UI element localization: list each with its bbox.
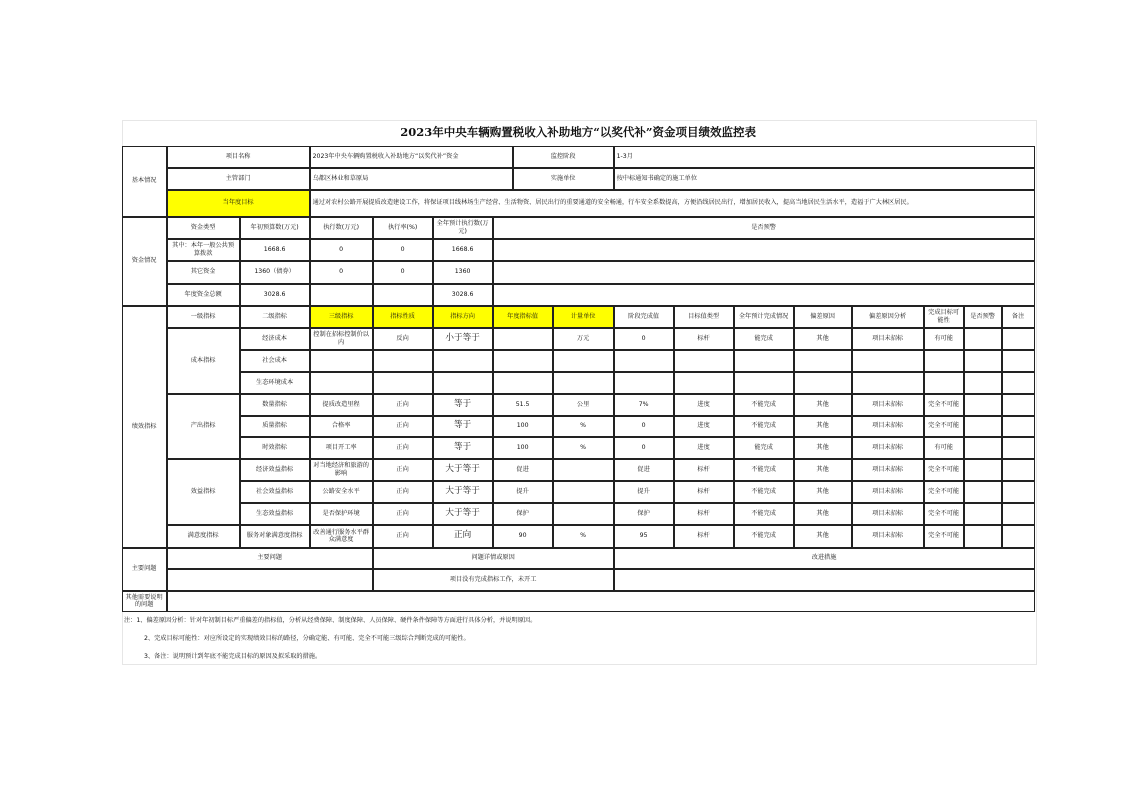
funds-row-3-forecast: 3028.6 — [433, 284, 493, 306]
perf-header-remarks: 备注 — [1002, 306, 1035, 328]
perf-row-3-col-10 — [794, 372, 852, 394]
perf-row-2-col-5 — [493, 350, 553, 372]
perf-row-4-col-10: 其他 — [794, 394, 852, 416]
perf-row-9-remarks — [1002, 503, 1035, 525]
issues-header-measures: 改进措施 — [614, 548, 1035, 569]
perf-row-5-col-4: 等于 — [433, 416, 493, 437]
section-other: 其他需要说明的问题 — [122, 591, 167, 612]
funds-row-2-executed: 0 — [310, 261, 373, 284]
perf-row-6-col-6: % — [553, 437, 614, 459]
perf-row-7-col-4: 大于等于 — [433, 459, 493, 481]
perf-row-9-col-9: 不能完成 — [734, 503, 794, 525]
perf-row-9-col-11: 项目未招标 — [852, 503, 924, 525]
perf-row-10-col-1: 服务对象满意度指标 — [240, 525, 310, 548]
funds-row-2-budget: 1360（债券） — [240, 261, 310, 284]
funds-row-1-type: 其中：本年一般公共预算拨款 — [167, 239, 240, 261]
perf-row-9-col-6 — [553, 503, 614, 525]
perf-group-cost: 成本指标 — [167, 328, 240, 394]
note-3: 3、备注：说明预计到年底不能完成目标的原因及拟采取的措施。 — [144, 653, 322, 660]
perf-row-10-col-3: 正向 — [373, 525, 433, 548]
perf-row-8-col-1: 社会效益指标 — [240, 481, 310, 503]
perf-row-5-col-3: 正向 — [373, 416, 433, 437]
perf-row-3-remarks — [1002, 372, 1035, 394]
perf-row-6-col-12: 有可能 — [924, 437, 964, 459]
perf-row-6-col-2: 项目开工率 — [310, 437, 373, 459]
funds-row-2-warning — [493, 261, 1035, 284]
issues-header-main: 主要问题 — [167, 548, 373, 569]
issues-detail-value: 项目没有完成指标工作，未开工 — [373, 569, 614, 591]
perf-row-9-col-2: 是否保护环境 — [310, 503, 373, 525]
perf-row-9-col-3: 正向 — [373, 503, 433, 525]
perf-row-3-col-7 — [614, 372, 674, 394]
funds-row-2-type: 其它资金 — [167, 261, 240, 284]
section-basic: 基本情况 — [122, 146, 167, 217]
section-funds: 资金情况 — [122, 217, 167, 306]
perf-row-1-col-7: 0 — [614, 328, 674, 350]
perf-header-deviation: 偏差原因 — [794, 306, 852, 328]
perf-row-10-col-4: 正向 — [433, 525, 493, 548]
perf-row-2-remarks — [1002, 350, 1035, 372]
perf-row-2-col-3 — [373, 350, 433, 372]
perf-row-10-col-6: % — [553, 525, 614, 548]
perf-row-2-col-11 — [852, 350, 924, 372]
perf-row-2-col-2 — [310, 350, 373, 372]
funds-row-1-forecast: 1668.6 — [433, 239, 493, 261]
perf-row-7-col-6 — [553, 459, 614, 481]
perf-row-5-col-10: 其他 — [794, 416, 852, 437]
perf-row-5-col-1: 质量指标 — [240, 416, 310, 437]
funds-row-2-rate: 0 — [373, 261, 433, 284]
perf-row-10-warning — [964, 525, 1002, 548]
perf-row-10-col-5: 90 — [493, 525, 553, 548]
perf-header-possibility: 完成目标可能性 — [924, 306, 964, 328]
monitor-stage-label: 监控阶段 — [513, 146, 614, 168]
perf-header-direction: 指标方向 — [433, 306, 493, 328]
perf-row-4-col-3: 正向 — [373, 394, 433, 416]
perf-row-3-warning — [964, 372, 1002, 394]
perf-row-9-col-7: 保护 — [614, 503, 674, 525]
perf-header-stage-value: 阶段完成值 — [614, 306, 674, 328]
perf-row-3-col-6 — [553, 372, 614, 394]
funds-header-rate: 执行率(%) — [373, 217, 433, 239]
perf-row-9-col-8: 标杆 — [674, 503, 734, 525]
perf-row-1-warning — [964, 328, 1002, 350]
perf-row-3-col-1: 生态环境成本 — [240, 372, 310, 394]
perf-header-warning: 是否预警 — [964, 306, 1002, 328]
perf-row-6-col-3: 正向 — [373, 437, 433, 459]
perf-header-nature: 指标性质 — [373, 306, 433, 328]
perf-row-4-col-9: 不能完成 — [734, 394, 794, 416]
perf-row-10-remarks — [1002, 525, 1035, 548]
perf-row-4-col-7: 7% — [614, 394, 674, 416]
perf-row-7-warning — [964, 459, 1002, 481]
perf-row-8-col-2: 公路安全水平 — [310, 481, 373, 503]
funds-row-3-budget: 3028.6 — [240, 284, 310, 306]
perf-row-10-col-10: 其他 — [794, 525, 852, 548]
perf-row-7-col-1: 经济效益指标 — [240, 459, 310, 481]
impl-value: 按中标通知书确定的施工单位 — [614, 168, 1035, 190]
perf-row-3-col-5 — [493, 372, 553, 394]
issues-measures-value — [614, 569, 1035, 591]
perf-row-1-col-8: 标杆 — [674, 328, 734, 350]
perf-header-unit: 计量单位 — [553, 306, 614, 328]
perf-row-1-col-1: 经济成本 — [240, 328, 310, 350]
perf-row-5-col-11: 项目未招标 — [852, 416, 924, 437]
perf-header-annual-value: 年度指标值 — [493, 306, 553, 328]
perf-row-8-col-11: 项目未招标 — [852, 481, 924, 503]
project-name-label: 项目名称 — [167, 146, 310, 168]
perf-header-level3: 三级指标 — [310, 306, 373, 328]
perf-group-satisfaction: 满意度指标 — [167, 525, 240, 548]
perf-row-6-col-9: 能完成 — [734, 437, 794, 459]
perf-row-4-col-1: 数量指标 — [240, 394, 310, 416]
perf-row-3-col-12 — [924, 372, 964, 394]
funds-row-1-budget: 1668.6 — [240, 239, 310, 261]
perf-row-6-col-5: 100 — [493, 437, 553, 459]
perf-row-4-col-4: 等于 — [433, 394, 493, 416]
funds-row-3-type: 年度资金总额 — [167, 284, 240, 306]
perf-row-3-col-9 — [734, 372, 794, 394]
perf-row-2-col-4 — [433, 350, 493, 372]
perf-row-9-col-1: 生态效益指标 — [240, 503, 310, 525]
perf-row-1-col-4: 小于等于 — [433, 328, 493, 350]
funds-row-3-warning — [493, 284, 1035, 306]
perf-row-10-col-11: 项目未招标 — [852, 525, 924, 548]
perf-row-4-col-11: 项目未招标 — [852, 394, 924, 416]
perf-row-1-col-9: 能完成 — [734, 328, 794, 350]
perf-row-6-col-1: 时效指标 — [240, 437, 310, 459]
page-title: 2023年中央车辆购置税收入补助地方“以奖代补”资金项目绩效监控表 — [400, 124, 756, 139]
perf-header-target-type: 目标值类型 — [674, 306, 734, 328]
perf-row-5-col-5: 100 — [493, 416, 553, 437]
perf-row-5-col-7: 0 — [614, 416, 674, 437]
perf-row-3-col-8 — [674, 372, 734, 394]
issues-header-detail: 问题详情或原因 — [373, 548, 614, 569]
perf-row-5-remarks — [1002, 416, 1035, 437]
perf-row-7-col-10: 其他 — [794, 459, 852, 481]
perf-row-2-warning — [964, 350, 1002, 372]
issues-main-value — [167, 569, 373, 591]
perf-row-5-warning — [964, 416, 1002, 437]
perf-row-2-col-6 — [553, 350, 614, 372]
perf-row-8-col-12: 完全不可能 — [924, 481, 964, 503]
perf-row-5-col-8: 进度 — [674, 416, 734, 437]
goal-label: 当年度目标 — [167, 190, 310, 217]
section-perf: 绩效指标 — [122, 306, 167, 548]
funds-header-executed: 执行数(万元) — [310, 217, 373, 239]
perf-row-8-col-10: 其他 — [794, 481, 852, 503]
perf-row-10-col-8: 标杆 — [674, 525, 734, 548]
perf-row-4-col-6: 公里 — [553, 394, 614, 416]
perf-row-2-col-8 — [674, 350, 734, 372]
monitor-stage-value: 1-3月 — [614, 146, 1035, 168]
perf-row-6-col-7: 0 — [614, 437, 674, 459]
perf-row-2-col-1: 社会成本 — [240, 350, 310, 372]
funds-header-warning: 是否预警 — [493, 217, 1035, 239]
perf-row-7-col-12: 完全不可能 — [924, 459, 964, 481]
perf-row-4-warning — [964, 394, 1002, 416]
perf-row-7-col-7: 促进 — [614, 459, 674, 481]
perf-row-2-col-10 — [794, 350, 852, 372]
perf-row-6-col-10: 其他 — [794, 437, 852, 459]
perf-row-8-warning — [964, 481, 1002, 503]
perf-row-7-col-9: 不能完成 — [734, 459, 794, 481]
perf-row-4-col-2: 提质改造里程 — [310, 394, 373, 416]
funds-row-1-executed: 0 — [310, 239, 373, 261]
perf-row-1-col-3: 反向 — [373, 328, 433, 350]
perf-row-1-col-2: 控制在招标控制价以内 — [310, 328, 373, 350]
funds-row-1-rate: 0 — [373, 239, 433, 261]
funds-row-3-executed — [310, 284, 373, 306]
goal-value: 通过对农村公路开展提质改造建设工作，将保证项目线林场生产经营、生活物资、居民出行的重要通道的安全畅通，行车安全系数提高，方便沿线居民出行，增加居民收入，提高当地居民生活水平，造福于广大林区居民。 — [310, 190, 1035, 217]
funds-row-1-warning — [493, 239, 1035, 261]
perf-row-5-col-6: % — [553, 416, 614, 437]
dept-label: 主管部门 — [167, 168, 310, 190]
perf-row-7-col-11: 项目未招标 — [852, 459, 924, 481]
perf-row-8-col-8: 标杆 — [674, 481, 734, 503]
perf-row-7-col-3: 正向 — [373, 459, 433, 481]
perf-row-3-col-4 — [433, 372, 493, 394]
perf-row-1-remarks — [1002, 328, 1035, 350]
perf-row-6-col-4: 等于 — [433, 437, 493, 459]
perf-row-2-col-9 — [734, 350, 794, 372]
funds-header-forecast: 全年预计执行数(万元) — [433, 217, 493, 239]
perf-row-5-col-12: 完全不可能 — [924, 416, 964, 437]
perf-header-level2: 二级指标 — [240, 306, 310, 328]
perf-row-9-col-10: 其他 — [794, 503, 852, 525]
perf-group-output: 产出指标 — [167, 394, 240, 459]
project-name-value: 2023年中央车辆购置税收入补助地方“以奖代补”资金 — [310, 146, 513, 168]
funds-header-type: 资金类型 — [167, 217, 240, 239]
perf-row-1-col-11: 项目未招标 — [852, 328, 924, 350]
perf-row-5-col-9: 不能完成 — [734, 416, 794, 437]
perf-row-8-col-9: 不能完成 — [734, 481, 794, 503]
perf-group-benefit: 效益指标 — [167, 459, 240, 525]
perf-row-6-col-11: 项目未招标 — [852, 437, 924, 459]
perf-row-8-col-3: 正向 — [373, 481, 433, 503]
perf-row-8-col-6 — [553, 481, 614, 503]
perf-row-7-col-5: 促进 — [493, 459, 553, 481]
other-value — [167, 591, 1035, 612]
perf-row-10-col-2: 改善通行服务水平群众满意度 — [310, 525, 373, 548]
perf-row-6-remarks — [1002, 437, 1035, 459]
perf-row-8-remarks — [1002, 481, 1035, 503]
perf-row-9-col-4: 大于等于 — [433, 503, 493, 525]
perf-row-6-col-8: 进度 — [674, 437, 734, 459]
perf-row-7-remarks — [1002, 459, 1035, 481]
section-issues: 主要问题 — [122, 548, 167, 591]
dept-value: 乌都区林业和草原局 — [310, 168, 513, 190]
perf-row-1-col-6: 万元 — [553, 328, 614, 350]
perf-row-9-col-5: 保护 — [493, 503, 553, 525]
perf-row-2-col-7 — [614, 350, 674, 372]
funds-row-3-rate — [373, 284, 433, 306]
note-1: 注：1、偏差原因分析：针对年初制目标严重偏差的指标值，分析从经费保障、制度保障、人员保障、硬件条件保障等方面进行具体分析，并说明原因。 — [124, 617, 537, 624]
perf-row-10-col-9: 不能完成 — [734, 525, 794, 548]
funds-header-budget: 年初预算数(万元) — [240, 217, 310, 239]
perf-row-1-col-5 — [493, 328, 553, 350]
perf-row-7-col-2: 对当地经济和旅游的影响 — [310, 459, 373, 481]
perf-row-4-remarks — [1002, 394, 1035, 416]
perf-header-forecast: 全年预计完成情况 — [734, 306, 794, 328]
perf-row-3-col-2 — [310, 372, 373, 394]
perf-row-8-col-4: 大于等于 — [433, 481, 493, 503]
perf-row-4-col-12: 完全不可能 — [924, 394, 964, 416]
perf-row-4-col-8: 进度 — [674, 394, 734, 416]
perf-row-8-col-7: 提升 — [614, 481, 674, 503]
impl-label: 实施单位 — [513, 168, 614, 190]
perf-row-1-col-12: 有可能 — [924, 328, 964, 350]
perf-row-7-col-8: 标杆 — [674, 459, 734, 481]
perf-row-2-col-12 — [924, 350, 964, 372]
perf-header-deviation-analysis: 偏差原因分析 — [852, 306, 924, 328]
perf-row-4-col-5: 51.5 — [493, 394, 553, 416]
perf-row-10-col-7: 95 — [614, 525, 674, 548]
note-2: 2、完成目标可能性：对应所设定的实现绩效目标的路径，分确定能、有可能、完全不可能三级综合判断完成的可能性。 — [144, 635, 470, 642]
perf-row-5-col-2: 合格率 — [310, 416, 373, 437]
perf-row-6-warning — [964, 437, 1002, 459]
perf-row-10-col-12: 完全不可能 — [924, 525, 964, 548]
perf-row-9-col-12: 完全不可能 — [924, 503, 964, 525]
perf-row-3-col-3 — [373, 372, 433, 394]
perf-row-8-col-5: 提升 — [493, 481, 553, 503]
perf-row-3-col-11 — [852, 372, 924, 394]
perf-row-9-warning — [964, 503, 1002, 525]
funds-row-2-forecast: 1360 — [433, 261, 493, 284]
perf-header-level1: 一级指标 — [167, 306, 240, 328]
perf-row-1-col-10: 其他 — [794, 328, 852, 350]
